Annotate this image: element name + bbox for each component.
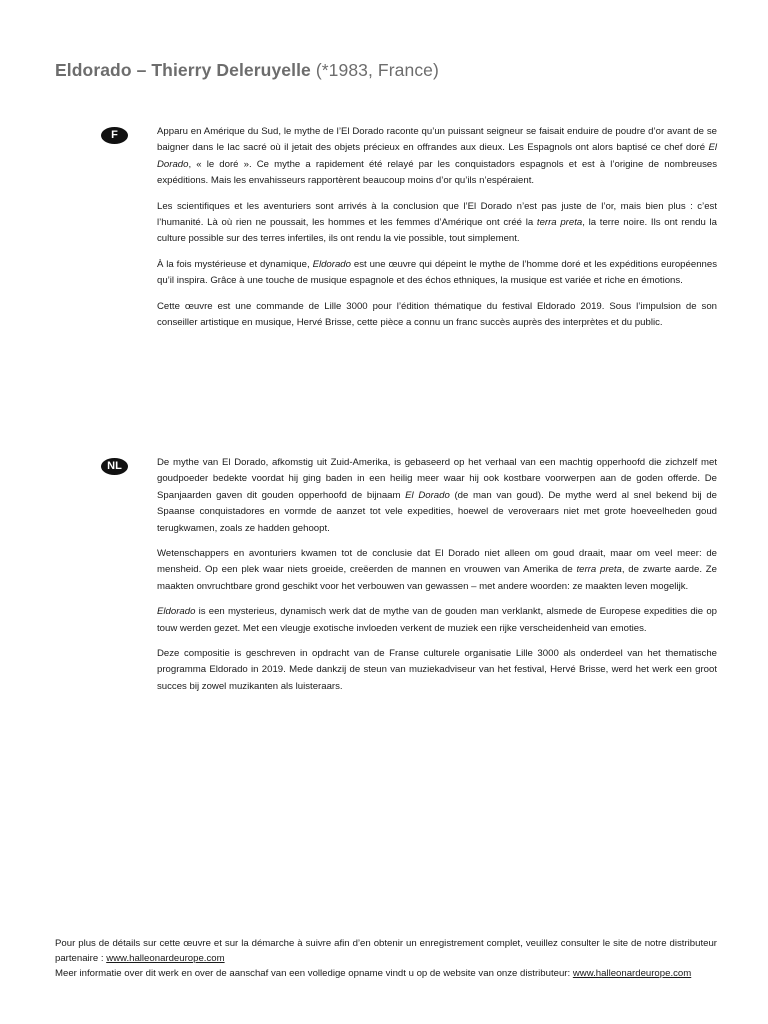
paragraph	[157, 199, 717, 248]
italic-text: Eldorado	[312, 258, 351, 270]
footer-dutch-text: Meer informatie over dit werk en over de aanschaf van een volledige opname vindt u op de website van onze distributeur:	[55, 968, 573, 979]
language-badge-nl: NL	[101, 458, 128, 475]
paragraph	[157, 257, 717, 290]
text-run: À la fois mystérieuse et dynamique,	[157, 258, 313, 270]
paragraph	[157, 604, 717, 637]
italic-text: Eldorado	[157, 606, 196, 618]
text-run: De mythe van El Dorado, afkomstig uit Zuid-Amerika, is gebaseerd op het verhaal van een machtig opperhoofd die zichzelf met goudpoeder bedekte voordat hij ging baden in een heilig meer waar hij ook kostbare voorwerpen aan de goden offerde. De Spanjaarden gaven dit gouden opperhoofd de bijnaam	[157, 457, 717, 501]
text-run: (de man van goud). De mythe werd al snel bekend bij de Spaanse conquistadores en vormde de aanzet tot vele expedities, hoewel de veroveraars niet met grote hoeveelheden goud terugkwamen, zoals ze hadden gehoopt.	[157, 489, 717, 534]
paragraph	[157, 546, 717, 595]
section-body	[157, 124, 717, 340]
title-sub: (*1983, France)	[315, 60, 439, 80]
italic-text: terra preta	[576, 564, 622, 576]
text-run: Cette œuvre est une commande de Lille 3000 pour l’édition thématique du festival Eldorado 2019. Sous l’impulsion de son conseiller artistique en musique, Hervé Brisse, cette pièce a connu un franc succès auprès des interprètes et du public.	[157, 300, 717, 329]
italic-text: El Dorado	[405, 489, 450, 501]
text-run: Apparu en Amérique du Sud, le mythe de l’El Dorado raconte qu’un puissant seigneur se faisait enduire de poudre d’or avant de se baigner dans le lac sacré où il jetait des objets précieux en offrandes aux dieux. Les Espagnols ont alors baptisé ce chef doré	[157, 126, 717, 154]
footer-dutch	[55, 966, 717, 981]
text-run: Wetenschappers en avonturiers kwamen tot de conclusie dat El Dorado niet alleen om goud draait, maar om veel meer: de mensheid. Op een plek waar niets groeide, creëerden de mannen en vrouwen van Amerika de	[157, 548, 717, 576]
paragraph	[157, 299, 717, 332]
section-body	[157, 455, 717, 704]
text-run: , la terre noire. Ils ont rendu la culture possible sur des terres infertiles, ils ont rendu la vie possible, tout simplement.	[157, 217, 717, 245]
footer-french-text: Pour plus de détails sur cette œuvre et sur la démarche à suivre afin d’en obtenir un enregistrement complet, veuillez consulter le site de notre distributeur partenaire :	[55, 938, 717, 964]
text-run: , de zwarte aarde. Ze maakten onvruchtbare grond geschikt voor het verbouwen van gewassen – met andere woorden: ze maakten leven mogelijk.	[157, 564, 717, 592]
footer-french	[55, 936, 717, 966]
text-run: , « le doré ». Ce mythe a rapidement été relayé par les conquistadors espagnols et est à l’origine de nombreuses expéditions. Mais les envahisseurs rapportèrent beaucoup moins d’or qu’ils n’espéraient.	[157, 158, 717, 187]
distributor-link-nl[interactable]: www.halleonardeurope.com	[572, 968, 692, 979]
text-run: Deze compositie is geschreven in opdracht van de Franse culturele organisatie Lille 3000 als onderdeel van het thematische programma Eldorado in 2019. Mede dankzij de steun van muziekadviseur van het festival, Hervé Brisse, werd het werk een groot succes bij zowel muzikanten als luisteraars.	[157, 648, 717, 692]
text-run: est une œuvre qui dépeint le mythe de l’homme doré et les expéditions européennes qu’il inspira. Grâce à une touche de musique espagnole et des échos ethniques, la musique est variée et riche en émotions.	[157, 258, 717, 287]
text-run: Les scientifiques et les aventuriers sont arrivés à la conclusion que l’El Dorado n’est pas juste de l’or, mais bien plus : c’est l’humanité. Là où rien ne poussait, les hommes et les femmes d’Amérique ont créé la	[157, 200, 717, 229]
paragraph	[157, 455, 717, 537]
footer	[55, 936, 717, 981]
italic-text: El Dorado	[157, 142, 717, 170]
paragraph	[157, 646, 717, 695]
paragraph	[157, 124, 717, 190]
title-main: Eldorado – Thierry Deleruyelle	[55, 60, 311, 80]
text-run: is een mysterieus, dynamisch werk dat de mythe van de gouden man verklankt, alsmede de Europese expedities die op touw werden gezet. Met een vleugje exotische invloeden verkent de muziek een rijke verscheidenheid van emoties.	[157, 606, 717, 634]
distributor-link-fr[interactable]: www.halleonardeurope.com	[106, 953, 225, 964]
language-badge-fr: F	[101, 127, 128, 144]
page-title	[55, 60, 439, 81]
italic-text: terra preta	[536, 217, 583, 229]
